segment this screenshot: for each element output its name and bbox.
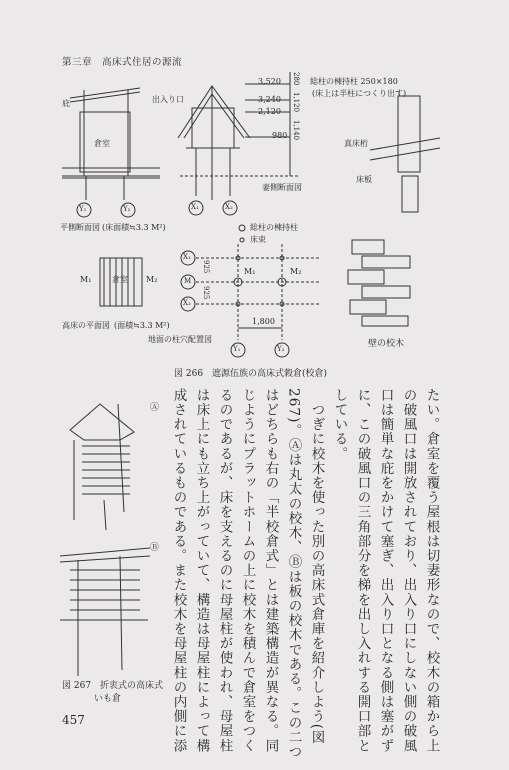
label-side-section-area: (床面積≒3.3 M²) [102, 223, 166, 232]
body-column-1: たい。倉室を覆う屋根は切妻形なので、校木の箱から上 [423, 388, 440, 753]
label-pillar-layout: 地面の柱穴配置図 [148, 335, 212, 344]
label-plan-warehouse: 倉室 [112, 275, 128, 284]
label-dim2: 3,240 [258, 95, 281, 104]
body-column-10: るのであるが、床を支えるのに母屋柱が使われ、母屋柱 [216, 388, 233, 753]
label-dim4: 980 [272, 131, 288, 140]
axis-x2-a: X₂ [225, 203, 233, 211]
label-925a: 925 [202, 260, 210, 274]
body-column-8: はどちらも右の「半校倉式」とは建築構造が異なる。同 [262, 388, 279, 753]
label-m2-grid: M₂ [290, 267, 302, 276]
axis-y1-a: Y₁ [79, 205, 87, 213]
body-column-11: は床上にも立ち上がっていて、構造は母屋柱によって構 [193, 388, 210, 753]
figure-267-caption-2: いも倉 [94, 694, 122, 704]
label-gable-section: 妻側断面図 [262, 183, 302, 192]
label-dim1: 3,520 [258, 77, 281, 86]
figure-267-drawings [60, 404, 150, 676]
axis-x1-b: X₁ [183, 253, 191, 261]
label-floor-plan: 高床の平面図 [62, 321, 110, 330]
figure-267-label-a: Ⓐ [150, 403, 160, 413]
body-column-3: 口は簡単な庇をかけて塞ぎ、出入り口となる側は塞がず [377, 388, 394, 753]
label-floor-plan-area: (面積≒3.3 M²) [114, 321, 170, 330]
body-column-6: つぎに校木を使った別の高床式倉庫を紹介しよう(図 [308, 388, 325, 745]
label-m1-left: M₁ [80, 275, 92, 284]
label-floorboard: 床板 [356, 175, 372, 184]
figure-267-label-b: Ⓑ [150, 543, 160, 553]
label-pillar-note2: (床上は半柱につくり出す) [312, 89, 407, 98]
label-eaves: 庇 [62, 99, 70, 108]
body-column-5: している。 [331, 388, 348, 461]
label-dim-v3: 1,140 [292, 120, 300, 141]
body-column-7: 267)。Ⓐは丸太の校木、Ⓑは板の校木である。この二つ [285, 388, 302, 760]
body-column-4: に、この破風口の三角部分を梯を出し入れする開口部と [354, 388, 371, 753]
label-dim-v2: 1,120 [292, 92, 300, 113]
label-entrance: 出入り口 [152, 95, 184, 104]
body-column-9: じようにプラットホームの上に校木を積んで倉室をつく [239, 388, 256, 753]
label-wall-logs: 壁の校木 [368, 339, 405, 349]
axis-y2-b: Y₂ [277, 345, 285, 353]
label-pillar-note1: 総柱の棟持柱 250×180 [310, 77, 398, 86]
chapter-header: 第三章 高床式住居の源流 [62, 57, 183, 68]
label-legend-pillar: 総柱の棟持柱 [250, 223, 298, 232]
page-number: 457 [62, 713, 85, 727]
label-dim3: 2,120 [258, 107, 281, 116]
label-m1-grid: M₁ [244, 267, 256, 276]
label-beam: 真床桁 [344, 139, 368, 148]
axis-x1-a: X₁ [191, 203, 199, 211]
axis-m: M [184, 277, 192, 285]
figure-267-caption-1: 図 267 折衷式の高床式 [62, 681, 164, 691]
body-column-2: の破風口は開放されており、出入り口にしない側の破風 [400, 388, 417, 753]
label-legend-floor-post: 床束 [250, 235, 266, 244]
label-925b: 925 [202, 286, 210, 300]
label-dim-v1: 280 [292, 72, 300, 86]
axis-y1-b: Y₁ [233, 345, 241, 353]
label-m2-left: M₂ [146, 275, 158, 284]
label-span: 1,800 [252, 317, 275, 326]
figure-266-caption: 図 266 遮源伍族の高床式穀倉(校倉) [174, 369, 328, 379]
axis-y2-a: Y₂ [123, 205, 131, 213]
axis-x2-b: X₂ [183, 299, 191, 307]
label-warehouse: 倉室 [94, 139, 110, 148]
body-column-12: 成されているものである。また校木を母屋柱の内側に添 [170, 388, 187, 753]
label-side-section: 平側断面図 [60, 223, 100, 232]
